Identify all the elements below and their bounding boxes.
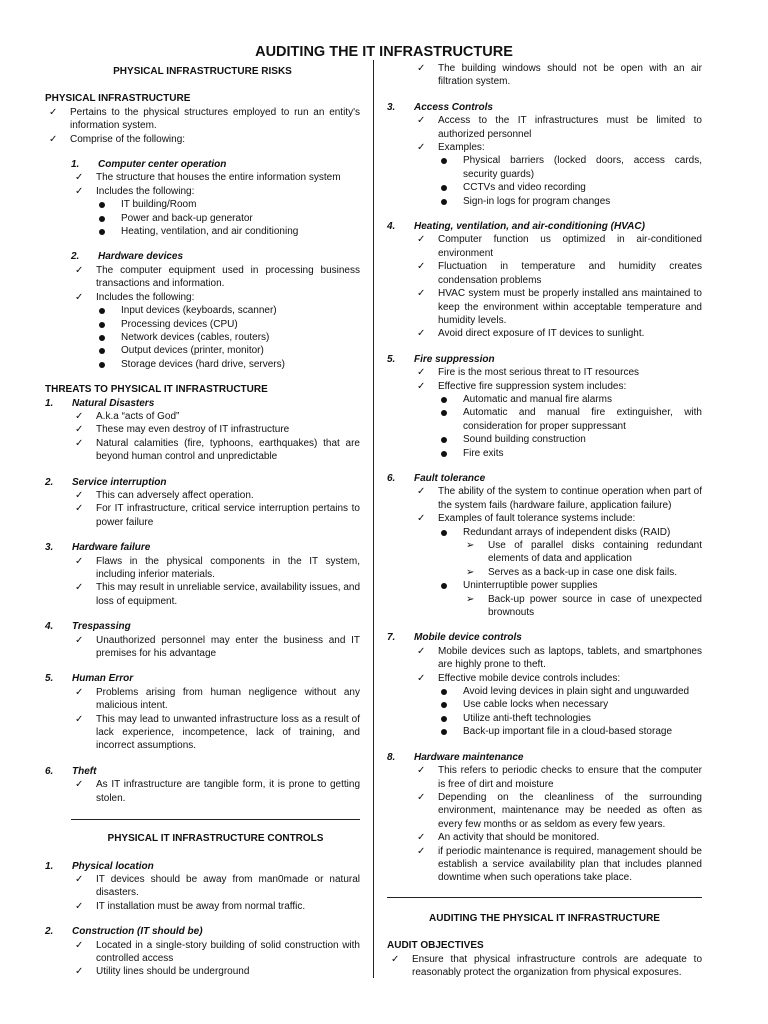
check-item: ✓ Includes the following:	[75, 185, 195, 197]
check-icon: ✓	[75, 555, 84, 567]
bullet-icon	[441, 158, 447, 164]
arrow-item: ➢ Back-up power source in case of unexpected brownouts	[466, 593, 702, 619]
check-icon: ✓	[75, 873, 84, 885]
bullet-icon	[441, 199, 447, 205]
check-item: ✓ Unauthorized personnel may enter the business and IT premises for his advantage	[75, 634, 360, 660]
section-mobile-device-controls: 7. Mobile device controls	[387, 632, 522, 644]
bullet-item: Heating, ventilation, and air conditioning	[96, 225, 360, 238]
check-item: ✓ Mobile devices such as laptops, tablets, and smartphones are highly prone to theft.	[417, 645, 702, 671]
check-item: ✓ Fluctuation in temperature and humidity creates condensation problems	[417, 261, 702, 286]
control-construction: 2. Construction (IT should be)	[45, 926, 203, 938]
arrow-icon: ➢	[466, 566, 475, 578]
bullet-icon	[441, 702, 447, 708]
check-icon: ✓	[75, 900, 84, 912]
bullet-icon	[99, 335, 105, 341]
check-icon: ✓	[75, 437, 84, 449]
section-access-controls: 3. Access Controls	[387, 101, 493, 113]
threat-natural-disasters: 1. Natural Disasters	[45, 397, 155, 409]
section-hvac: 4. Heating, ventilation, and air-conditioning (HVAC)	[387, 221, 645, 233]
check-item: ✓ The building windows should not be open with an air filtration system.	[417, 63, 702, 88]
check-icon: ✓	[417, 261, 426, 273]
check-icon: ✓	[417, 791, 426, 803]
threat-trespassing: 4. Trespassing	[45, 621, 131, 633]
check-icon: ✓	[75, 686, 84, 698]
check-item: ✓ The ability of the system to continue operation when part of the system fails (hardware failure, application failure)	[417, 486, 702, 511]
check-item: ✓ Avoid direct exposure of IT devices to sunlight.	[417, 328, 645, 340]
bullet-item: Avoid leving devices in plain sight and unguwarded	[438, 685, 702, 698]
section-hardware-maintenance: 8. Hardware maintenance	[387, 751, 524, 763]
bullet-item: Input devices (keyboards, scanner)	[96, 304, 360, 317]
bullet-icon	[99, 229, 105, 235]
audit-objectives-heading: AUDIT OBJECTIVES	[387, 940, 484, 952]
check-item: ✓ This may result in unreliable service, availability issues, and loss of equipment.	[75, 582, 361, 607]
threat-human-error: 5. Human Error	[45, 673, 134, 685]
check-item: ✓ Access to the IT infrastructures must be limited to authorized personnel	[417, 115, 702, 140]
check-icon: ✓	[75, 713, 84, 725]
check-item: ✓ An activity that should be monitored.	[417, 832, 600, 844]
check-item: ✓ Examples of fault tolerance systems include:	[417, 513, 636, 525]
check-icon: ✓	[417, 513, 426, 525]
document-title: AUDITING THE IT INFRASTRUCTURE	[255, 44, 513, 60]
section-fire-suppression: 5. Fire suppression	[387, 353, 495, 365]
bullet-icon	[441, 397, 447, 403]
threats-heading: THREATS TO PHYSICAL IT INFRASTRUCTURE	[45, 384, 268, 396]
check-icon: ✓	[75, 582, 84, 594]
column-divider	[373, 60, 374, 978]
check-icon: ✓	[75, 503, 84, 515]
bullet-icon	[99, 216, 105, 222]
check-item: ✓ Effective fire suppression system includes:	[417, 380, 627, 392]
check-item: ✓ Includes the following:	[75, 291, 195, 303]
bullet-item: Utilize anti-theft technologies	[438, 712, 702, 725]
check-item: ✓ HVAC system must be properly installed ans maintained to keep the environment within acceptable temperature and humidity levels.	[417, 288, 702, 326]
bullet-item: Use cable locks when necessary	[438, 698, 702, 711]
bullet-item: Redundant arrays of independent disks (RAID)	[438, 526, 702, 539]
check-icon: ✓	[417, 380, 426, 392]
check-item: ✓ The computer equipment used in processing business transactions and information.	[75, 264, 360, 290]
check-item: ✓ A.k.a “acts of God”	[75, 410, 180, 422]
check-item: ✓ Problems arising from human negligence without any malicious intent.	[75, 686, 360, 712]
check-item: ✓ Natural calamities (fire, typhoons, earthquakes) that are beyond human control and unpredictable	[75, 437, 360, 463]
section-hardware-devices: 2. Hardware devices	[71, 251, 184, 263]
check-item: ✓ Computer function us optimized in air-conditioned environment	[417, 234, 702, 259]
bullet-icon	[441, 583, 447, 589]
physical-infrastructure-heading: PHYSICAL INFRASTRUCTURE	[45, 93, 191, 105]
check-icon: ✓	[417, 328, 426, 340]
bullet-item: Storage devices (hard drive, servers)	[96, 358, 360, 371]
check-icon: ✓	[417, 645, 426, 657]
bullet-item: Sign-in logs for program changes	[438, 195, 702, 208]
check-item: ✓ Comprise of the following:	[49, 133, 186, 145]
bullet-icon	[99, 348, 105, 354]
check-icon: ✓	[417, 832, 426, 844]
check-icon: ✓	[417, 672, 426, 684]
check-item: ✓ Ensure that physical infrastructure controls are adequate to reasonably protect the organization from physical exposures.	[391, 953, 702, 978]
bullet-item: Output devices (printer, monitor)	[96, 344, 360, 357]
bullet-icon	[99, 362, 105, 368]
check-icon: ✓	[75, 424, 84, 436]
bullet-icon	[441, 410, 447, 416]
bullet-icon	[441, 716, 447, 722]
check-icon: ✓	[75, 939, 84, 951]
bullet-item: IT building/Room	[96, 198, 360, 211]
check-item: ✓ This can adversely affect operation.	[75, 489, 254, 501]
check-icon: ✓	[75, 634, 84, 646]
risks-heading: PHYSICAL INFRASTRUCTURE RISKS	[113, 66, 292, 77]
control-physical-location: 1. Physical location	[45, 860, 154, 872]
check-icon: ✓	[417, 367, 426, 379]
check-item: ✓ Depending on the cleanliness of the surrounding environment, maintenance may be needed as often as every few months or as seldom as every few years.	[417, 791, 702, 830]
check-item: ✓ IT installation must be away from normal traffic.	[75, 900, 306, 912]
arrow-icon: ➢	[466, 593, 475, 605]
check-item: ✓ Examples:	[417, 142, 485, 154]
check-icon: ✓	[417, 234, 426, 246]
check-item: ✓ Flaws in the physical components in the IT system, including inferior materials.	[75, 555, 360, 580]
check-icon: ✓	[75, 966, 84, 978]
bullet-item: Back-up important file in a cloud-based storage	[438, 725, 702, 738]
check-item: ✓ For IT infrastructure, critical service interruption pertains to power failure	[75, 503, 360, 528]
check-item: ✓ This refers to periodic checks to ensure that the computer is free of dirt and moisture	[417, 765, 702, 790]
check-item: ✓ IT devices should be away from man0made or natural disasters.	[75, 873, 360, 899]
check-icon: ✓	[417, 765, 426, 777]
threat-hardware-failure: 3. Hardware failure	[45, 542, 151, 554]
check-item: ✓ As IT infrastructure are tangible form, it is prone to getting stolen.	[75, 779, 360, 804]
bullet-icon	[441, 689, 447, 695]
check-icon: ✓	[417, 486, 426, 498]
check-icon: ✓	[49, 106, 58, 118]
bullet-icon	[99, 202, 105, 208]
check-icon: ✓	[49, 133, 58, 145]
check-item: ✓ Located in a single-story building of solid construction with controlled access	[75, 939, 360, 964]
check-item: ✓ These may even destroy of IT infrastructure	[75, 424, 290, 436]
check-icon: ✓	[417, 288, 426, 300]
check-item: ✓ Fire is the most serious threat to IT resources	[417, 367, 640, 379]
bullet-icon	[441, 451, 447, 457]
check-icon: ✓	[417, 845, 426, 857]
check-icon: ✓	[75, 779, 84, 791]
bullet-item: Uninterruptible power supplies	[438, 579, 702, 592]
threat-service-interruption: 2. Service interruption	[45, 476, 167, 488]
controls-heading: PHYSICAL IT INFRASTRUCTURE CONTROLS	[107, 833, 324, 845]
bullet-icon	[441, 530, 447, 536]
bullet-item: Automatic and manual fire alarms	[438, 393, 702, 406]
section-divider	[71, 819, 360, 820]
bullet-item: Fire exits	[438, 447, 702, 460]
check-item: ✓ if periodic maintenance is required, management should be establish a service availability plan that includes planned downtime when such operations take place.	[417, 845, 702, 884]
bullet-icon	[441, 437, 447, 443]
bullet-icon	[99, 322, 105, 328]
check-item: ✓ Pertains to the physical structures employed to run an entity's information system.	[49, 106, 360, 132]
check-icon: ✓	[417, 63, 426, 74]
bullet-item: Power and back-up generator	[96, 212, 360, 225]
bullet-item: Automatic and manual fire extinguisher, with consideration for proper suppressant	[438, 406, 702, 433]
check-icon: ✓	[75, 264, 84, 276]
check-icon: ✓	[75, 185, 84, 197]
section-fault-tolerance: 6. Fault tolerance	[387, 472, 486, 484]
bullet-icon	[441, 729, 447, 735]
check-item: ✓ Effective mobile device controls includes:	[417, 672, 621, 684]
threat-theft: 6. Theft	[45, 765, 97, 777]
bullet-icon	[441, 185, 447, 191]
right-column	[387, 62, 702, 979]
check-icon: ✓	[391, 953, 400, 965]
arrow-item: ➢ Serves as a back-up in case one disk fails.	[466, 566, 677, 578]
bullet-item: Sound building construction	[438, 433, 702, 446]
check-item: ✓ The structure that houses the entire information system	[75, 172, 341, 184]
bullet-item: Physical barriers (locked doors, access cards, security guards)	[438, 154, 702, 181]
bullet-item: CCTVs and video recording	[438, 181, 702, 194]
check-item: ✓ Utility lines should be underground	[75, 966, 250, 978]
section-computer-center: 1. Computer center operation	[71, 159, 227, 171]
check-icon: ✓	[417, 142, 426, 154]
check-item: ✓ This may lead to unwanted infrastructure loss as a result of lack experience, incompetence, lack of training, and incorrect assumptions.	[75, 713, 360, 752]
bullet-item: Processing devices (CPU)	[96, 318, 360, 331]
check-icon: ✓	[75, 172, 84, 184]
section-divider	[387, 897, 702, 898]
bullet-item: Network devices (cables, routers)	[96, 331, 360, 344]
left-column	[45, 62, 360, 979]
arrow-item: ➢ Use of parallel disks containing redundant elements of data and application	[466, 540, 702, 565]
check-icon: ✓	[75, 291, 84, 303]
check-icon: ✓	[75, 410, 84, 422]
check-icon: ✓	[75, 489, 84, 501]
auditing-physical-heading: AUDITING THE PHYSICAL IT INFRASTRUCTURE	[429, 912, 660, 924]
bullet-icon	[99, 308, 105, 314]
arrow-icon: ➢	[466, 540, 475, 551]
check-icon: ✓	[417, 115, 426, 127]
